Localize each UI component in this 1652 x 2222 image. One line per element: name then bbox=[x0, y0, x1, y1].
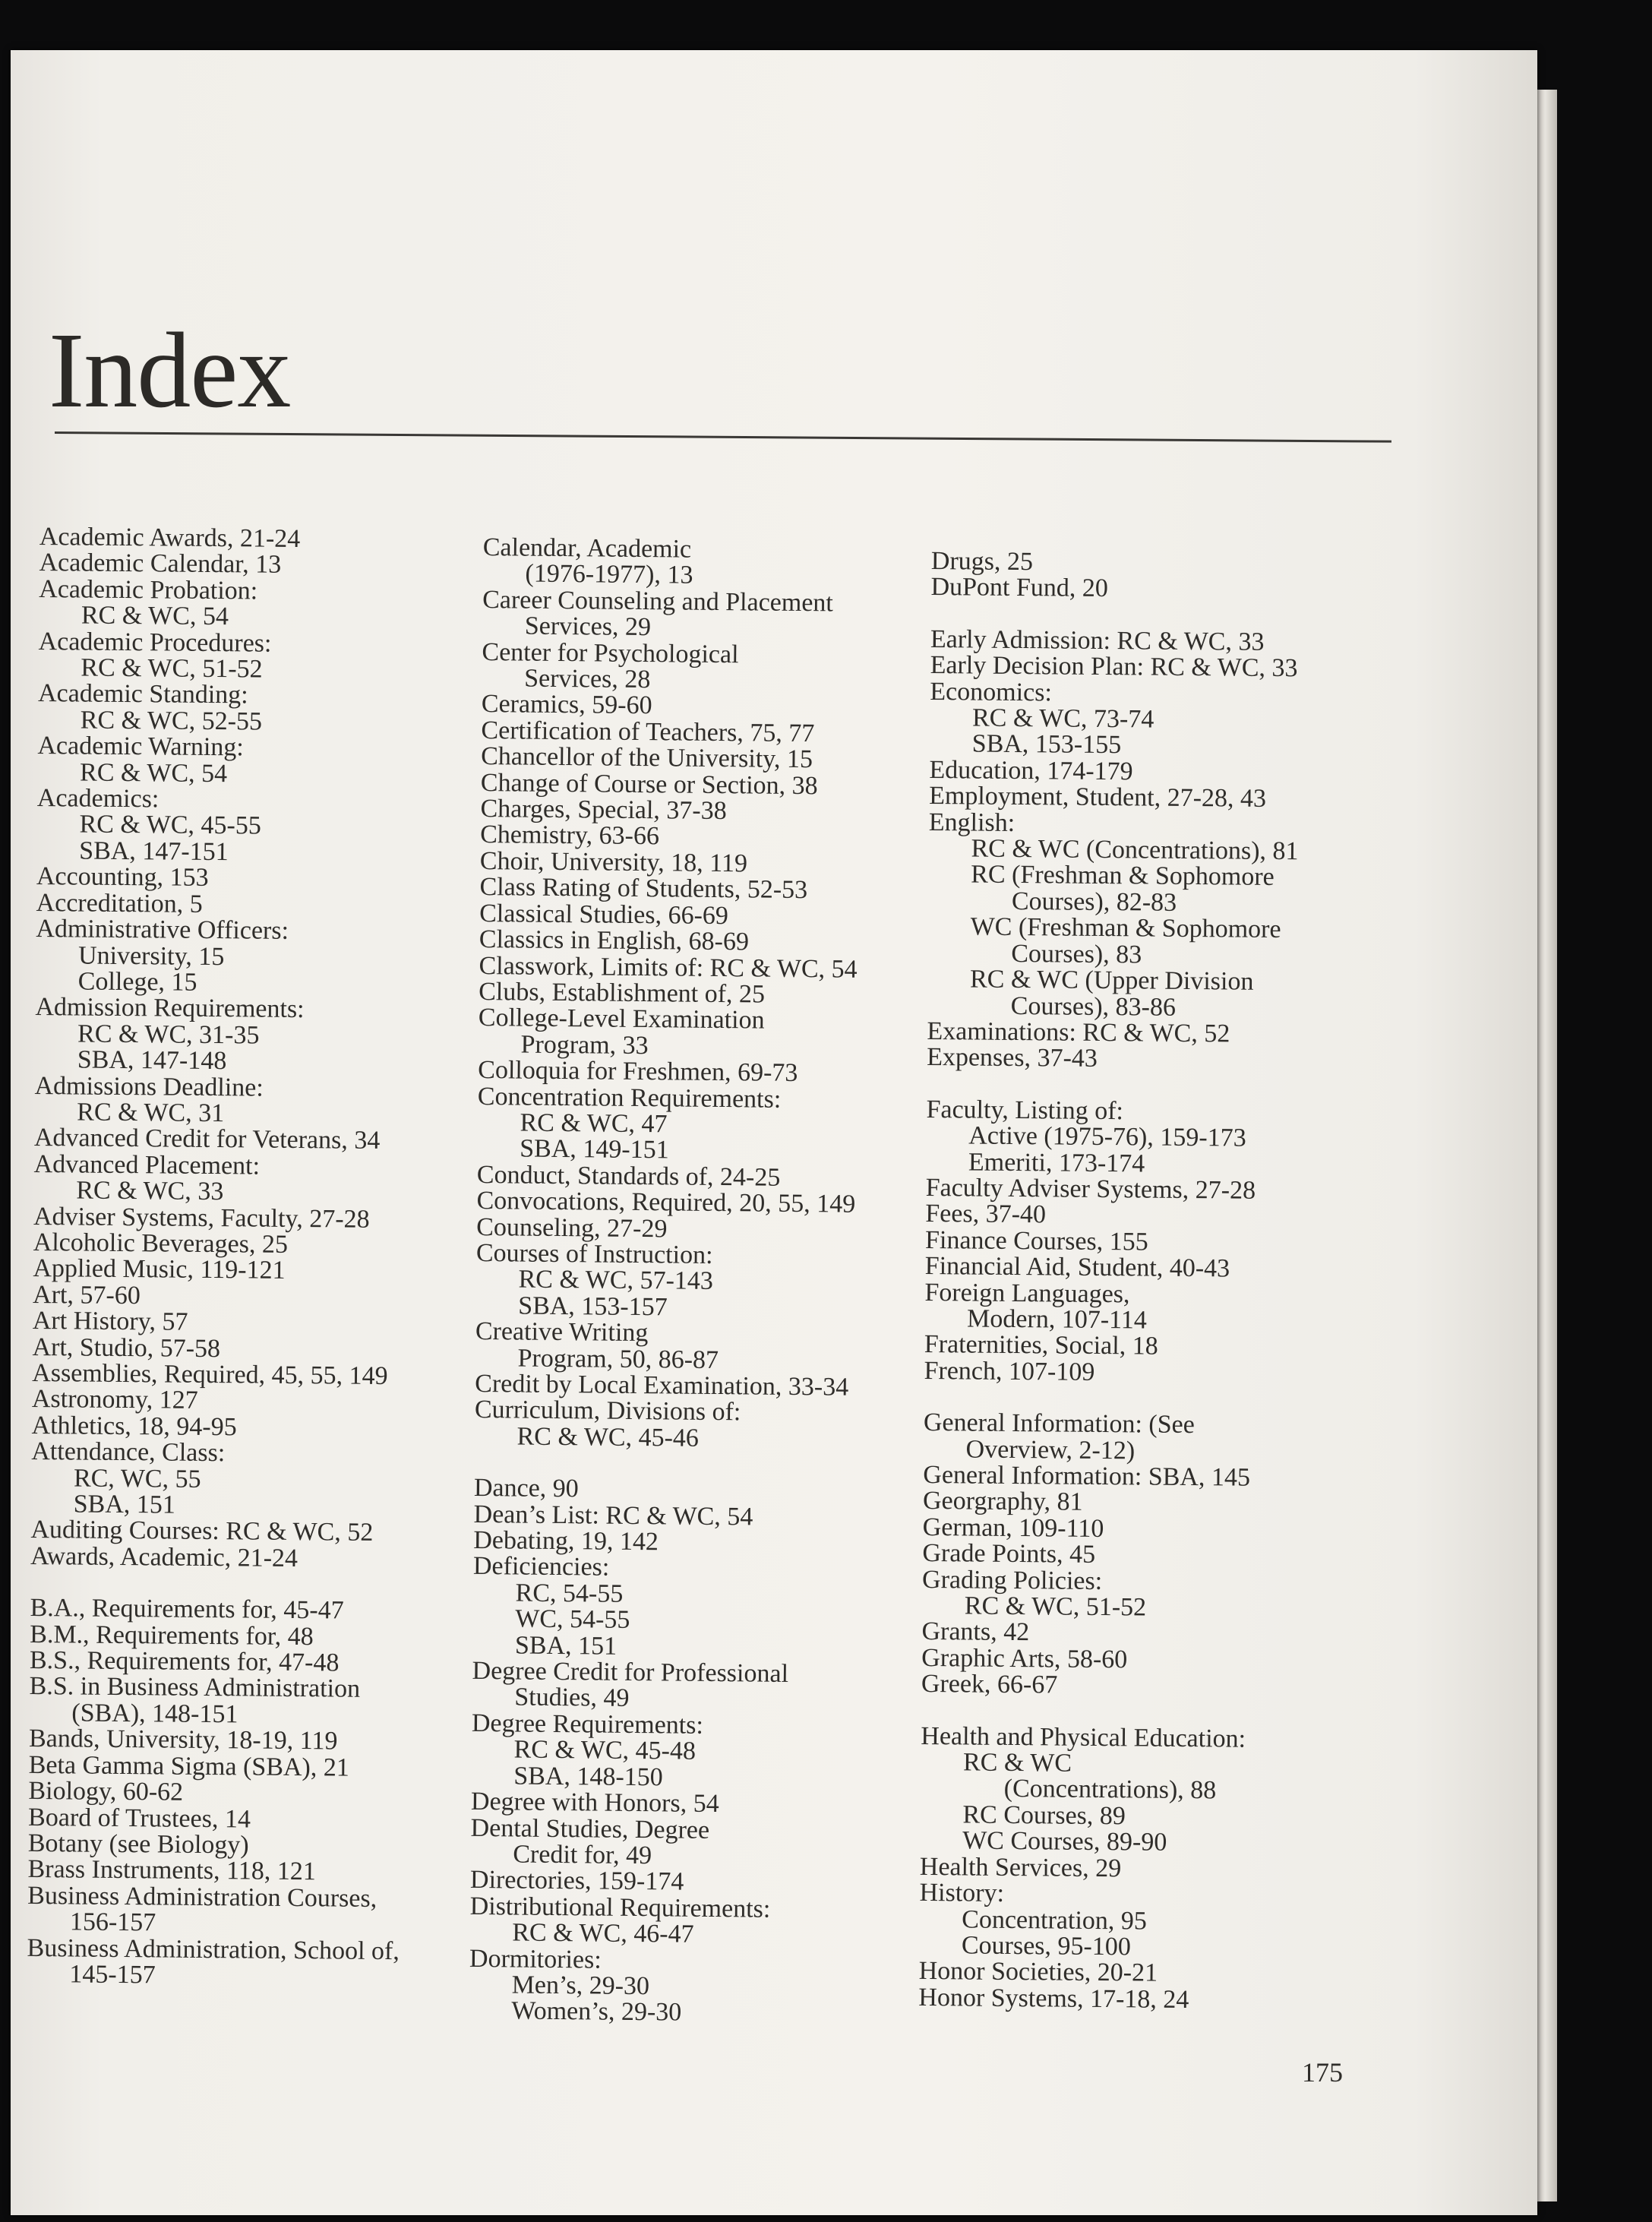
index-entry: General Information: (See bbox=[923, 1408, 1195, 1440]
index-entry: Academic Warning: bbox=[37, 732, 244, 762]
index-subentry: RC, 54-55 bbox=[515, 1579, 624, 1608]
index-entry: Degree with Honors, 54 bbox=[470, 1787, 719, 1819]
index-entry: Academics: bbox=[36, 784, 160, 814]
index-entry: Brass Instruments, 118, 121 bbox=[27, 1855, 317, 1886]
index-subentry: SBA, 147-151 bbox=[79, 836, 229, 867]
index-entry: Finance Courses, 155 bbox=[924, 1225, 1148, 1256]
index-subentry: RC & WC, 31 bbox=[77, 1098, 225, 1128]
index-subentry: Courses), 82-83 bbox=[1011, 887, 1177, 917]
index-entry: Art, 57-60 bbox=[32, 1280, 141, 1310]
index-entry: Distributional Requirements: bbox=[469, 1892, 771, 1923]
index-subentry: SBA, 151 bbox=[73, 1490, 176, 1519]
index-entry: Assemblies, Required, 45, 55, 149 bbox=[32, 1358, 388, 1391]
index-entry: Grade Points, 45 bbox=[922, 1539, 1096, 1569]
index-subentry: Program, 33 bbox=[520, 1030, 649, 1060]
index-entry: Health Services, 29 bbox=[919, 1852, 1122, 1882]
index-subentry: Men’s, 29-30 bbox=[511, 1971, 650, 2001]
index-subentry: RC & WC, 51-52 bbox=[964, 1591, 1147, 1622]
index-entry: Admission Requirements: bbox=[35, 993, 305, 1024]
index-entry: B.M., Requirements for, 48 bbox=[30, 1620, 314, 1651]
index-entry: Classical Studies, 66-69 bbox=[479, 899, 729, 930]
index-entry: Honor Societies, 20-21 bbox=[918, 1957, 1158, 1987]
index-entry: Convocations, Required, 20, 55, 149 bbox=[476, 1187, 856, 1218]
index-entry: Georgraphy, 81 bbox=[922, 1487, 1083, 1517]
index-entry: Drugs, 25 bbox=[930, 547, 1034, 577]
page-title: Index bbox=[49, 310, 291, 430]
index-column-3 bbox=[918, 548, 1387, 2015]
index-subentry: Emeriti, 173-174 bbox=[968, 1147, 1145, 1178]
index-entry: Expenses, 37-43 bbox=[926, 1043, 1098, 1073]
index-subentry: RC & WC, 54 bbox=[81, 601, 229, 631]
index-entry: Academic Calendar, 13 bbox=[39, 548, 282, 580]
index-entry: Early Admission: RC & WC, 33 bbox=[930, 624, 1265, 656]
index-subentry: RC, WC, 55 bbox=[73, 1464, 201, 1493]
index-subentry: SBA, 151 bbox=[514, 1631, 618, 1661]
index-entry: Degree Requirements: bbox=[471, 1708, 704, 1740]
index-subentry: RC & WC, 45-46 bbox=[516, 1422, 700, 1452]
index-entry: Chemistry, 63-66 bbox=[480, 820, 660, 851]
index-entry: Greek, 66-67 bbox=[921, 1670, 1058, 1699]
index-entry: DuPont Fund, 20 bbox=[930, 573, 1109, 603]
index-subentry: Courses), 83-86 bbox=[1010, 991, 1177, 1022]
index-entry: Colloquia for Freshmen, 69-73 bbox=[478, 1056, 798, 1088]
index-subentry: RC & WC bbox=[962, 1748, 1072, 1778]
index-subentry: Courses, 95-100 bbox=[961, 1931, 1131, 1961]
index-entry: Ceramics, 59-60 bbox=[481, 690, 652, 720]
index-entry: Center for Psychological bbox=[482, 637, 739, 668]
index-entry: Charges, Special, 37-38 bbox=[480, 795, 727, 826]
index-subentry: RC & WC, 52-55 bbox=[80, 706, 263, 736]
index-entry: Awards, Academic, 21-24 bbox=[30, 1541, 298, 1572]
index-entry: Adviser Systems, Faculty, 27-28 bbox=[33, 1202, 370, 1234]
index-entry: Academic Procedures: bbox=[38, 627, 272, 658]
index-entry: Board of Trustees, 14 bbox=[27, 1803, 251, 1833]
index-subentry: 145-157 bbox=[69, 1960, 156, 1990]
index-entry: Accounting, 153 bbox=[36, 862, 209, 893]
index-subentry: RC & WC, 54 bbox=[79, 758, 228, 788]
index-entry: Classwork, Limits of: RC & WC, 54 bbox=[479, 951, 858, 984]
index-subentry: WC (Freshman & Sophomore bbox=[970, 912, 1281, 944]
index-entry: Early Decision Plan: RC & WC, 33 bbox=[930, 651, 1298, 683]
index-subentry: SBA, 153-157 bbox=[518, 1291, 668, 1322]
index-entry: Class Rating of Students, 52-53 bbox=[479, 873, 808, 905]
index-subentry: Concentration, 95 bbox=[962, 1904, 1148, 1936]
index-subentry: WC, 54-55 bbox=[515, 1604, 630, 1635]
index-entry: Graphic Arts, 58-60 bbox=[921, 1643, 1128, 1674]
index-column-2 bbox=[469, 535, 924, 2028]
index-entry: Curriculum, Divisions of: bbox=[474, 1395, 741, 1427]
index-subentry: (1976-1977), 13 bbox=[525, 559, 693, 590]
index-entry: Applied Music, 119-121 bbox=[33, 1254, 286, 1285]
index-entry: Credit by Local Examination, 33-34 bbox=[475, 1369, 849, 1402]
index-subentry: RC & WC, 33 bbox=[76, 1176, 224, 1206]
index-subentry: RC Courses, 89 bbox=[962, 1800, 1126, 1831]
index-entry: Auditing Courses: RC & WC, 52 bbox=[30, 1516, 374, 1547]
title-rule bbox=[55, 431, 1391, 443]
index-entry: Fraternities, Social, 18 bbox=[924, 1330, 1158, 1361]
index-subentry: (SBA), 148-151 bbox=[71, 1699, 238, 1729]
index-subentry: Courses), 83 bbox=[1011, 939, 1142, 969]
index-subentry: SBA, 153-155 bbox=[971, 729, 1122, 760]
index-entry: Business Administration Courses, bbox=[27, 1881, 377, 1913]
index-entry: Admissions Deadline: bbox=[34, 1071, 264, 1102]
index-entry: Employment, Student, 27-28, 43 bbox=[928, 782, 1267, 814]
index-entry: Health and Physical Education: bbox=[921, 1721, 1246, 1753]
index-entry: Dean’s List: RC & WC, 54 bbox=[473, 1500, 753, 1531]
index-subentry: RC & WC, 46-47 bbox=[512, 1918, 694, 1949]
page-edge bbox=[1537, 90, 1557, 2201]
index-subentry: Women’s, 29-30 bbox=[511, 1996, 682, 2027]
index-entry: Attendance, Class: bbox=[31, 1437, 226, 1468]
index-entry: Business Administration, School of, bbox=[27, 1933, 400, 1965]
index-entry: Chancellor of the University, 15 bbox=[481, 742, 813, 774]
index-entry: Dormitories: bbox=[469, 1944, 602, 1974]
index-entry: Accreditation, 5 bbox=[36, 888, 203, 918]
index-subentry: College, 15 bbox=[77, 967, 197, 997]
index-entry: Dance, 90 bbox=[473, 1474, 579, 1503]
index-entry: Financial Aid, Student, 40-43 bbox=[924, 1252, 1230, 1283]
index-subentry: RC & WC (Upper Division bbox=[969, 965, 1254, 996]
index-subentry: (Concentrations), 88 bbox=[1003, 1775, 1217, 1805]
index-entry: History: bbox=[919, 1879, 1005, 1908]
page-number: 175 bbox=[1302, 2057, 1343, 2088]
index-subentry: SBA, 149-151 bbox=[520, 1134, 669, 1165]
index-subentry: RC & WC, 51-52 bbox=[81, 653, 263, 684]
book-page bbox=[11, 50, 1537, 2215]
index-subentry: WC Courses, 89-90 bbox=[962, 1826, 1167, 1857]
index-entry: Beta Gamma Sigma (SBA), 21 bbox=[28, 1750, 350, 1782]
index-subentry: RC & WC, 45-48 bbox=[513, 1735, 696, 1766]
index-entry: Courses of Instruction: bbox=[475, 1238, 713, 1269]
index-entry: Foreign Languages, bbox=[924, 1278, 1130, 1308]
index-entry: Advanced Placement: bbox=[33, 1149, 261, 1181]
index-entry: Fees, 37-40 bbox=[925, 1200, 1047, 1229]
index-entry: Debating, 19, 142 bbox=[473, 1525, 659, 1557]
index-subentry: RC & WC (Concentrations), 81 bbox=[971, 834, 1299, 866]
index-entry: Faculty, Listing of: bbox=[926, 1095, 1124, 1125]
index-entry: B.S., Requirements for, 47-48 bbox=[29, 1646, 340, 1677]
index-subentry: RC & WC, 57-143 bbox=[518, 1265, 714, 1296]
index-entry: Advanced Credit for Veterans, 34 bbox=[33, 1124, 381, 1155]
index-entry: Deficiencies: bbox=[472, 1552, 610, 1582]
index-subentry: RC & WC, 45-55 bbox=[79, 810, 261, 841]
index-subentry: Program, 50, 86-87 bbox=[517, 1344, 719, 1374]
index-entry: Examinations: RC & WC, 52 bbox=[927, 1016, 1230, 1048]
index-entry: English: bbox=[928, 808, 1016, 837]
index-entry: Alcoholic Beverages, 25 bbox=[33, 1228, 289, 1259]
index-entry: Directories, 159-174 bbox=[469, 1866, 684, 1896]
index-entry: Degree Credit for Professional bbox=[472, 1656, 789, 1688]
index-entry: Classics in English, 68-69 bbox=[479, 925, 750, 956]
index-subentry: Active (1975-76), 159-173 bbox=[968, 1121, 1246, 1152]
index-entry: Calendar, Academic bbox=[482, 533, 692, 564]
index-entry: Dental Studies, Degree bbox=[470, 1813, 710, 1844]
index-entry: Education, 174-179 bbox=[929, 755, 1133, 786]
index-subentry: Services, 28 bbox=[524, 664, 651, 694]
index-subentry: University, 15 bbox=[77, 940, 225, 971]
index-entry: Conduct, Standards of, 24-25 bbox=[476, 1160, 781, 1192]
index-entry: Clubs, Establishment of, 25 bbox=[479, 977, 766, 1009]
index-entry: Academic Probation: bbox=[39, 574, 258, 605]
index-entry: Biology, 60-62 bbox=[28, 1777, 184, 1806]
index-entry: B.A., Requirements for, 45-47 bbox=[30, 1594, 344, 1625]
index-entry: Choir, University, 18, 119 bbox=[479, 846, 748, 878]
index-entry: French, 107-109 bbox=[924, 1356, 1095, 1386]
index-entry: Honor Systems, 17-18, 24 bbox=[918, 1983, 1189, 2014]
index-entry: Bands, University, 18-19, 119 bbox=[28, 1724, 338, 1756]
index-subentry: RC & WC, 73-74 bbox=[971, 703, 1155, 734]
index-entry: Art, Studio, 57-58 bbox=[32, 1332, 221, 1363]
index-subentry: Services, 29 bbox=[524, 612, 652, 642]
index-column-1 bbox=[27, 524, 472, 1991]
index-entry: German, 109-110 bbox=[922, 1512, 1104, 1543]
index-entry: College-Level Examination bbox=[478, 1004, 765, 1035]
index-entry: Counseling, 27-29 bbox=[476, 1212, 668, 1243]
index-entry: Economics: bbox=[930, 677, 1053, 707]
index-entry: Concentration Requirements: bbox=[477, 1082, 782, 1114]
index-entry: B.S. in Business Administration bbox=[29, 1672, 361, 1704]
index-entry: Certification of Teachers, 75, 77 bbox=[481, 716, 815, 748]
index-entry: Art History, 57 bbox=[32, 1307, 188, 1336]
index-entry: Change of Course or Section, 38 bbox=[480, 768, 818, 800]
index-subentry: SBA, 147-148 bbox=[77, 1045, 227, 1076]
index-entry: Career Counseling and Placement bbox=[482, 585, 834, 618]
index-entry: Grading Policies: bbox=[921, 1565, 1103, 1595]
index-entry: Athletics, 18, 94-95 bbox=[31, 1411, 237, 1442]
index-entry: Academic Awards, 21-24 bbox=[39, 523, 301, 553]
index-subentry: Credit for, 49 bbox=[513, 1840, 652, 1870]
index-entry: General Information: SBA, 145 bbox=[923, 1460, 1251, 1492]
index-entry: Faculty Adviser Systems, 27-28 bbox=[925, 1173, 1256, 1205]
index-subentry: 156-157 bbox=[69, 1908, 156, 1937]
index-subentry: Studies, 49 bbox=[514, 1683, 630, 1713]
index-subentry: RC & WC, 47 bbox=[520, 1108, 668, 1139]
index-entry: Astronomy, 127 bbox=[31, 1385, 198, 1415]
index-subentry: Overview, 2-12) bbox=[965, 1435, 1136, 1465]
index-entry: Creative Writing bbox=[475, 1317, 649, 1348]
index-subentry: Modern, 107-114 bbox=[966, 1304, 1148, 1335]
index-entry: Administrative Officers: bbox=[36, 915, 289, 945]
index-entry: Grants, 42 bbox=[921, 1617, 1030, 1647]
index-entry: Academic Standing: bbox=[37, 679, 248, 710]
index-entry: Botany (see Biology) bbox=[27, 1828, 249, 1860]
index-subentry: SBA, 148-150 bbox=[513, 1762, 663, 1792]
index-subentry: RC & WC, 31-35 bbox=[77, 1019, 260, 1050]
index-subentry: RC (Freshman & Sophomore bbox=[971, 860, 1275, 892]
